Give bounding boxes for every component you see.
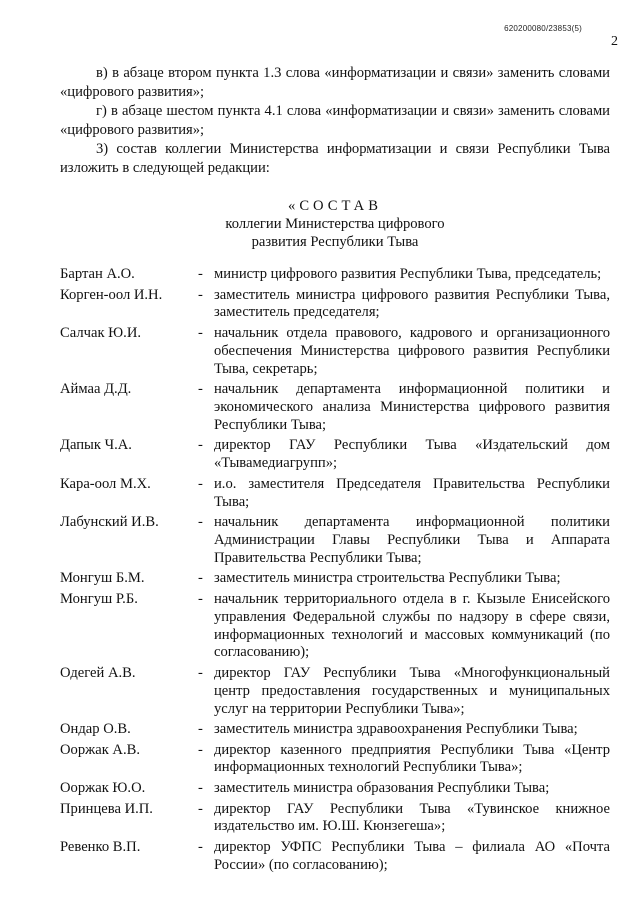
title-line-2: развития Республики Тыва: [251, 234, 419, 250]
member-name: Монгуш Б.М.: [60, 570, 145, 587]
member-row: [60, 325, 610, 378]
member-role: заместитель министра цифрового развития Республики Тыва, заместитель председателя;: [214, 286, 610, 321]
member-name: Кара-оол М.Х.: [60, 475, 151, 492]
document-id: 620200080/23853(5): [504, 24, 582, 33]
member-role: заместитель министра образования Республики Тыва;: [214, 780, 550, 797]
member-role: министр цифрового развития Республики Тыва, председатель;: [214, 266, 602, 282]
member-name: Принцева И.П.: [60, 800, 153, 817]
member-role: директор ГАУ Республики Тыва «Издательский дом «Тывамедиагрупп»;: [214, 437, 610, 472]
member-name: Аймаа Д.Д.: [60, 381, 132, 398]
paragraph-g: г) в абзаце шестом пункта 4.1 слова «информатизации и связи» заменить словами «цифрового развития»;: [60, 103, 610, 138]
member-name: Ревенко В.П.: [60, 839, 141, 856]
paragraph-3: 3) состав коллегии Министерства информатизации и связи Республики Тыва изложить в следующей редакции:: [60, 141, 610, 176]
member-name: Корген-оол И.Н.: [60, 286, 163, 303]
member-dash: -: [198, 266, 203, 282]
title-line-1: коллегии Министерства цифрового: [225, 216, 445, 232]
member-dash: -: [198, 514, 203, 531]
member-row: [60, 665, 610, 718]
member-dash: -: [198, 839, 203, 856]
title-main: «СОСТАВ: [288, 198, 382, 214]
member-dash: -: [198, 437, 203, 454]
member-row: [60, 742, 610, 778]
member-role: начальник территориального отдела в г. Кызыле Енисейского управления Федеральной службы по надзору в сфере связи, информационных технологий и массовых коммуникаций (по согласованию);: [214, 590, 610, 661]
member-row: [60, 591, 610, 662]
member-role: начальник департамента информационной политики и экономического анализа Министерства цифрового развития Республики Тыва;: [214, 381, 610, 433]
member-row: [60, 570, 610, 588]
member-dash: -: [198, 721, 203, 738]
member-row: [60, 437, 610, 473]
member-name: Дапык Ч.А.: [60, 437, 132, 454]
composition-title: [60, 197, 610, 251]
member-dash: -: [198, 800, 203, 817]
member-name: Монгуш Р.Б.: [60, 590, 138, 607]
member-dash: -: [198, 475, 203, 492]
member-role: начальник департамента информационной политики Администрации Главы Республики Тыва и Аппарата Правительства Республики Тыва;: [214, 514, 610, 566]
member-role: директор ГАУ Республики Тыва «Тувинское книжное издательство им. Ю.Ш. Кюнзегеша»;: [214, 800, 610, 835]
member-row: [60, 266, 610, 284]
member-role: начальник отдела правового, кадрового и организационного обеспечения Министерства цифрового развития Республики Тыва, секретарь;: [214, 324, 610, 377]
member-dash: -: [198, 381, 203, 398]
member-role: и.о. заместителя Председателя Правительства Республики Тыва;: [214, 475, 610, 510]
member-name: Ооржак А.В.: [60, 741, 141, 758]
member-dash: -: [198, 324, 203, 341]
member-name: Бартан А.О.: [60, 266, 135, 282]
member-dash: -: [198, 286, 203, 303]
member-name: Салчак Ю.И.: [60, 324, 142, 341]
member-row: [60, 514, 610, 567]
member-row: [60, 721, 610, 739]
member-dash: -: [198, 590, 203, 607]
member-row: [60, 381, 610, 434]
member-row: [60, 476, 610, 512]
member-role: директор казенного предприятия Республики Тыва «Центр информационных технологий Республики Тыва»;: [214, 741, 610, 776]
page-number: 2: [611, 34, 618, 49]
member-name: Лабунский И.В.: [60, 514, 159, 531]
member-role: заместитель министра здравоохранения Республики Тыва;: [214, 721, 578, 738]
member-row: [60, 287, 610, 323]
member-name: Ооржак Ю.О.: [60, 780, 146, 797]
paragraph-v: в) в абзаце втором пункта 1.3 слова «информатизации и связи» заменить словами «цифрового развития»;: [60, 65, 610, 100]
member-dash: -: [198, 570, 203, 587]
member-row: [60, 780, 610, 798]
member-role: директор ГАУ Республики Тыва «Многофункциональный центр предоставления государственных и муниципальных услуг на территории Республики Тыва»;: [214, 664, 610, 717]
member-dash: -: [198, 780, 203, 797]
amendment-paragraphs: [60, 64, 610, 178]
member-dash: -: [198, 664, 203, 681]
member-role: заместитель министра строительства Республики Тыва;: [214, 570, 561, 587]
member-dash: -: [198, 741, 203, 758]
member-row: [60, 801, 610, 837]
member-name: Ондар О.В.: [60, 721, 131, 738]
members-list: [60, 266, 610, 877]
member-row: [60, 839, 610, 875]
member-role: директор УФПС Республики Тыва – филиала АО «Почта России» (по согласованию);: [214, 839, 610, 873]
member-name: Одегей А.В.: [60, 664, 136, 681]
